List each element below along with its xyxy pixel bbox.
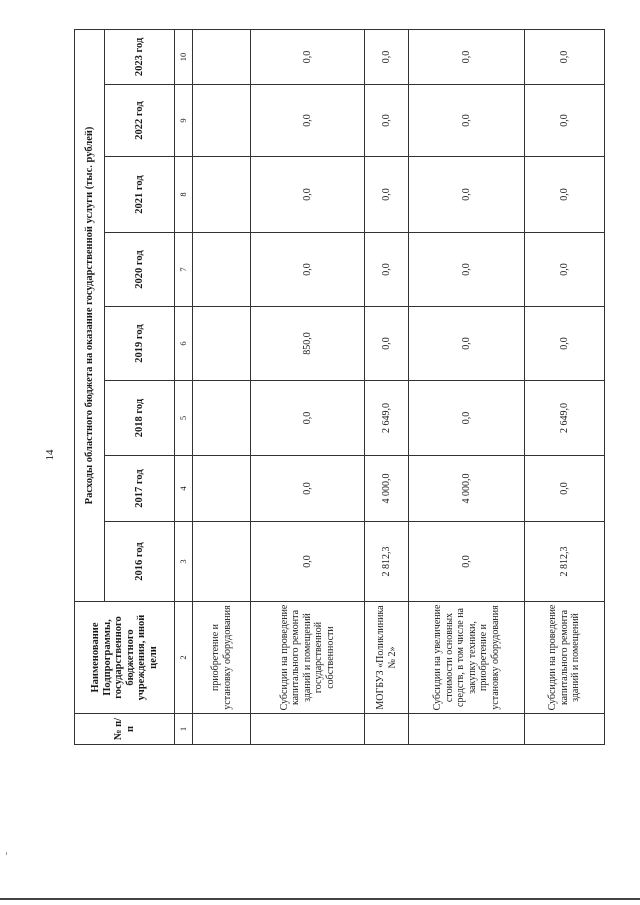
column-number: 8 — [175, 157, 193, 233]
row-value: 0,0 — [409, 522, 525, 602]
header-year: 2019 год — [105, 307, 175, 381]
row-value: 0,0 — [251, 233, 365, 307]
row-value: 0,0 — [409, 29, 525, 84]
column-number: 9 — [175, 85, 193, 157]
row-value — [193, 522, 251, 602]
table-row — [409, 29, 525, 744]
header-year: 2022 год — [105, 85, 175, 157]
row-value: 0,0 — [365, 307, 409, 381]
row-value — [193, 85, 251, 157]
column-number: 5 — [175, 381, 193, 456]
header-year: 2017 год — [105, 456, 175, 522]
header-group-title: Расходы областного бюджета на оказание государственной услуги (тыс. рублей) — [75, 29, 105, 601]
row-name: приобретение и установку оборудования — [193, 602, 251, 714]
column-number-row — [175, 29, 193, 744]
row-value: 2 812,3 — [525, 522, 605, 602]
column-number: 1 — [175, 714, 193, 745]
row-value: 0,0 — [525, 233, 605, 307]
table-row — [251, 29, 365, 744]
row-value: 0,0 — [251, 456, 365, 522]
row-value: 4 000,0 — [365, 456, 409, 522]
header-name: Наименование Подпрограммы, государственного бюджетного учреждения, иной цели — [75, 602, 175, 714]
header-year: 2020 год — [105, 233, 175, 307]
column-number: 6 — [175, 307, 193, 381]
row-value: 0,0 — [251, 522, 365, 602]
budget-table — [74, 29, 605, 745]
table-row — [365, 29, 409, 744]
column-number: 10 — [175, 29, 193, 84]
row-value: 0,0 — [525, 29, 605, 84]
column-number: 4 — [175, 456, 193, 522]
row-name: Субсидии на проведение капитального ремонта зданий и помещений государственной собственности — [251, 602, 365, 714]
row-name: Субсидии на проведение капитального ремонта зданий и помещений — [525, 602, 605, 714]
row-number — [525, 714, 605, 745]
row-name: Субсидии на увеличение стоимости основных средств, в том числе на закупку техники, приобретение и установку оборудования — [409, 602, 525, 714]
row-value: 0,0 — [525, 307, 605, 381]
row-value: 0,0 — [409, 381, 525, 456]
row-value — [193, 456, 251, 522]
row-value: 0,0 — [409, 85, 525, 157]
row-value: 0,0 — [365, 233, 409, 307]
header-year: 2021 год — [105, 157, 175, 233]
row-value: 0,0 — [251, 381, 365, 456]
row-value: 0,0 — [365, 157, 409, 233]
header-year: 2016 год — [105, 522, 175, 602]
row-value — [193, 157, 251, 233]
page-number: 14 — [44, 449, 56, 461]
row-value: 0,0 — [409, 233, 525, 307]
row-value: 0,0 — [409, 157, 525, 233]
row-number — [409, 714, 525, 745]
row-value: 0,0 — [251, 157, 365, 233]
table-wrapper — [74, 37, 582, 745]
header-year: 2023 год — [105, 29, 175, 84]
row-value: 0,0 — [251, 85, 365, 157]
column-number: 2 — [175, 602, 193, 714]
header-row-group — [75, 29, 105, 744]
row-value — [193, 233, 251, 307]
header-year: 2018 год — [105, 381, 175, 456]
row-value: 0,0 — [525, 456, 605, 522]
row-number — [193, 714, 251, 745]
row-value — [193, 29, 251, 84]
table-row — [525, 29, 605, 744]
row-value: 0,0 — [365, 29, 409, 84]
row-value: 2 649,0 — [525, 381, 605, 456]
row-value: 0,0 — [409, 307, 525, 381]
column-number: 3 — [175, 522, 193, 602]
row-name: МОГБУЗ «Поликлиника № 2» — [365, 602, 409, 714]
row-value: 2 649,0 — [365, 381, 409, 456]
row-value: 0,0 — [525, 85, 605, 157]
row-value — [193, 307, 251, 381]
scan-speck — [6, 852, 7, 855]
row-value — [193, 381, 251, 456]
row-value: 0,0 — [525, 157, 605, 233]
row-value: 0,0 — [365, 85, 409, 157]
row-value: 4 000,0 — [409, 456, 525, 522]
scan-border-line — [0, 898, 640, 900]
table-row — [193, 29, 251, 744]
row-number — [365, 714, 409, 745]
column-number: 7 — [175, 233, 193, 307]
row-value: 2 812,3 — [365, 522, 409, 602]
row-number — [251, 714, 365, 745]
header-no: № п/п — [75, 714, 175, 745]
row-value: 850,0 — [251, 307, 365, 381]
row-value: 0,0 — [251, 29, 365, 84]
